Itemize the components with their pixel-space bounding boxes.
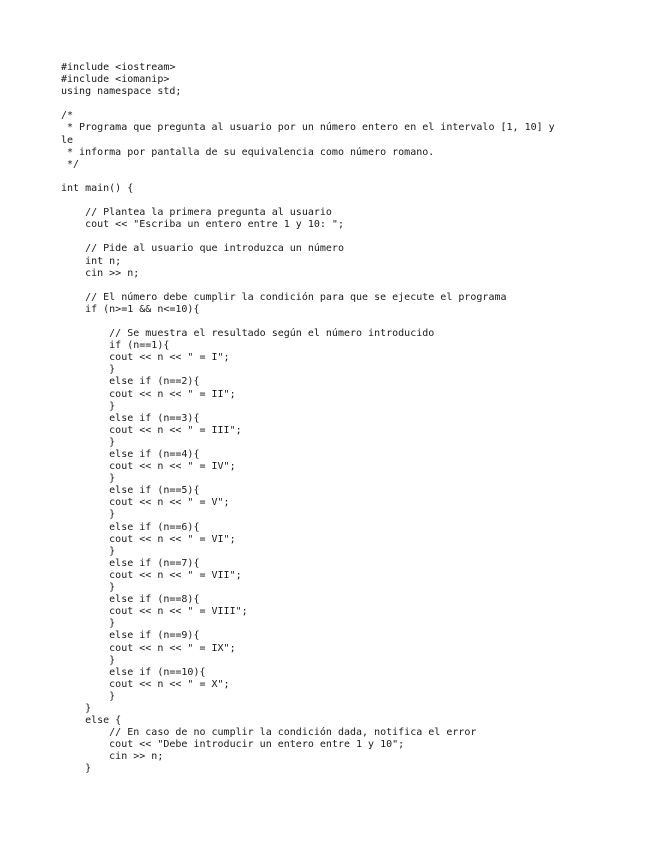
code-line: else if (n==10){ (61, 666, 206, 678)
code-line: le (61, 134, 74, 146)
code-line: int main() { (61, 182, 134, 194)
code-line: cout << n << " = VIII"; (61, 606, 248, 618)
source-code-block (61, 62, 641, 776)
code-line: cout << n << " = II"; (61, 388, 236, 400)
code-line: // Pide al usuario que introduzca un número (61, 243, 344, 255)
code-line: cin >> n; (61, 267, 140, 279)
code-line: } (61, 763, 92, 775)
code-line: * informa por pantalla de su equivalencia como número romano. (61, 146, 435, 158)
code-line: cout << n << " = IX"; (61, 642, 236, 654)
code-line: if (n==1){ (61, 340, 170, 352)
code-line: cout << n << " = I"; (61, 352, 230, 364)
code-line (61, 195, 641, 207)
code-line: #include <iomanip> (61, 74, 170, 86)
code-line: } (61, 654, 116, 666)
code-line: } (61, 436, 116, 448)
code-line: using namespace std; (61, 86, 182, 98)
code-line: else if (n==8){ (61, 594, 200, 606)
code-line: // En caso de no cumplir la condición dada, notifica el error (61, 727, 477, 739)
code-line: else if (n==3){ (61, 412, 200, 424)
code-line: cin >> n; (61, 751, 164, 763)
code-line (61, 171, 641, 183)
code-line: cout << n << " = IV"; (61, 461, 236, 473)
code-line: } (61, 690, 116, 702)
code-line: } (61, 473, 116, 485)
code-line: */ (61, 158, 80, 170)
code-line: // Se muestra el resultado según el número introducido (61, 328, 435, 340)
code-line: if (n>=1 && n<=10){ (61, 303, 200, 315)
code-line: #include <iostream> (61, 62, 176, 73)
code-line: cout << n << " = VI"; (61, 533, 236, 545)
code-line: cout << n << " = V"; (61, 497, 230, 509)
code-line (61, 231, 641, 243)
code-line: cout << n << " = X"; (61, 678, 230, 690)
code-line: int n; (61, 255, 122, 267)
code-line: else if (n==2){ (61, 376, 200, 388)
code-line: * Programa que pregunta al usuario por un número entero en el intervalo [1, 10] y (61, 122, 555, 134)
code-line: /* (61, 110, 74, 122)
code-line: } (61, 509, 116, 521)
code-line (61, 280, 641, 292)
code-line: else if (n==4){ (61, 449, 200, 460)
code-line: } (61, 545, 116, 557)
code-line: } (61, 364, 116, 376)
code-line: else if (n==5){ (61, 485, 200, 497)
code-line: else if (n==9){ (61, 630, 200, 642)
code-line: else if (n==7){ (61, 557, 200, 569)
code-line: } (61, 400, 116, 412)
code-line: } (61, 618, 116, 630)
code-line: // Plantea la primera pregunta al usuario (61, 207, 332, 219)
code-line: cout << "Debe introducir un entero entre 1 y 10"; (61, 739, 405, 751)
code-line: cout << n << " = VII"; (61, 569, 242, 581)
code-line: } (61, 582, 116, 594)
code-line (61, 98, 641, 110)
code-line (61, 316, 641, 328)
code-line: else if (n==6){ (61, 521, 200, 533)
code-line: else { (61, 715, 122, 727)
code-line: cout << "Escriba un entero entre 1 y 10: "; (61, 219, 344, 231)
code-line: } (61, 702, 92, 714)
code-line: cout << n << " = III"; (61, 424, 242, 436)
code-line: // El número debe cumplir la condición para que se ejecute el programa (61, 291, 507, 303)
